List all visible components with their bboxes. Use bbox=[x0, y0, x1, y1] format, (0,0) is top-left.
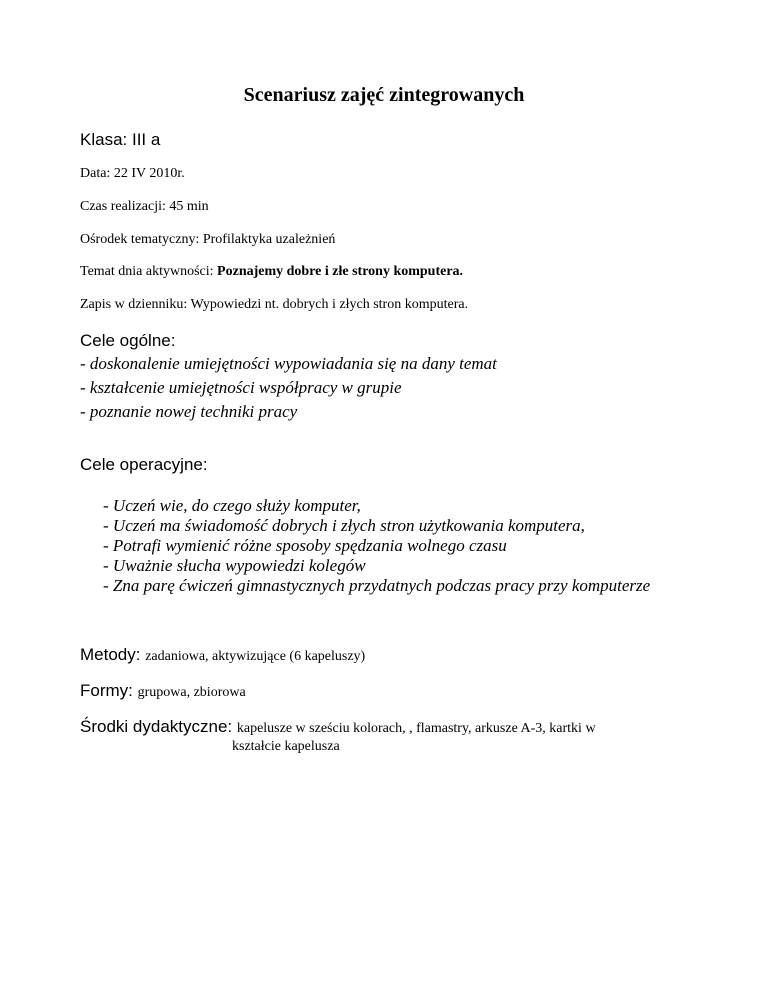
temat-value: Poznajemy dobre i złe strony komputera. bbox=[217, 264, 464, 279]
cele-ogolne-heading: Cele ogólne: bbox=[80, 331, 176, 350]
list-item: - Uważnie słucha wypowiedzi kolegów bbox=[103, 556, 366, 575]
srodki-label: Środki dydaktyczne: bbox=[80, 717, 237, 736]
srodki-value-line1: kapelusze w sześciu kolorach, , flamastry, arkusze A-3, kartki w bbox=[236, 721, 596, 736]
cele-ogolne-item: - poznanie nowej techniki pracy bbox=[80, 402, 298, 421]
document-title: Scenariusz zajęć zintegrowanych bbox=[243, 84, 525, 106]
cele-operacyjne-list bbox=[103, 496, 653, 596]
data-line: Data: 22 IV 2010r. bbox=[80, 166, 185, 181]
list-item: - Uczeń wie, do czego służy komputer, bbox=[103, 496, 361, 515]
klasa-line: Klasa: III a bbox=[80, 130, 161, 149]
metody-line bbox=[80, 645, 365, 665]
cele-operacyjne-heading: Cele operacyjne: bbox=[80, 455, 208, 474]
srodki-line bbox=[80, 717, 596, 737]
zapis-line: Zapis w dzienniku: Wypowiedzi nt. dobrych i złych stron komputera. bbox=[80, 297, 469, 312]
list-item: - Uczeń ma świadomość dobrych i złych stron użytkowania komputera, bbox=[103, 516, 585, 535]
formy-value: grupowa, zbiorowa bbox=[137, 685, 246, 700]
cele-ogolne-item: - kształcenie umiejętności współpracy w grupie bbox=[80, 378, 402, 397]
metody-label: Metody: bbox=[80, 645, 146, 664]
osrodek-line: Ośrodek tematyczny: Profilaktyka uzależnień bbox=[80, 232, 336, 247]
metody-value: zadaniowa, aktywizujące (6 kapeluszy) bbox=[145, 649, 366, 664]
list-item: - Zna parę ćwiczeń gimnastycznych przydatnych podczas pracy przy komputerze bbox=[103, 576, 651, 595]
list-item: - Potrafi wymienić różne sposoby spędzania wolnego czasu bbox=[103, 536, 507, 555]
formy-label: Formy: bbox=[80, 681, 138, 700]
cele-ogolne-item: - doskonalenie umiejętności wypowiadania się na dany temat bbox=[80, 354, 497, 373]
czas-line: Czas realizacji: 45 min bbox=[80, 199, 209, 214]
formy-line bbox=[80, 681, 246, 701]
srodki-value-line2: kształcie kapelusza bbox=[232, 739, 340, 754]
temat-line bbox=[80, 264, 463, 280]
temat-label: Temat dnia aktywności: bbox=[80, 264, 218, 279]
